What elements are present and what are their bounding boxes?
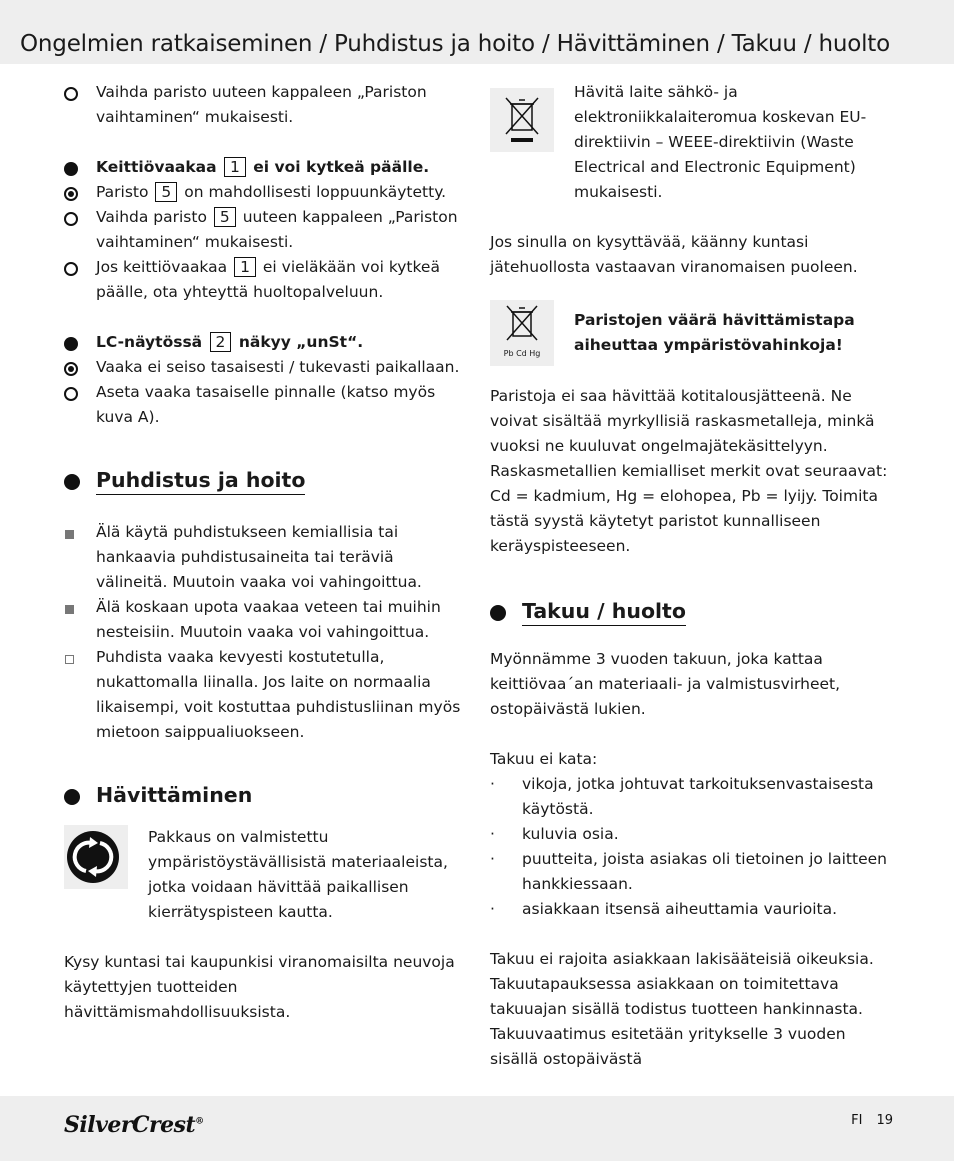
right-column [490, 80, 890, 1072]
warranty-not-covered: Takuu ei kata: [490, 750, 598, 768]
filled-bullet-icon [64, 337, 78, 351]
part-number-box: 5 [214, 207, 236, 227]
ring-bullet-icon [64, 212, 78, 226]
battery-warning: Pb Cd Hg Paristojen väärä hävittämistapa aiheuttaa ympäristövahinkoja! [490, 300, 890, 364]
warranty-proof: Takuutapauksessa asiakkaan on toimitettava takuuajan sisällä todistus tuotteen hankinnasta. Takuuvaatimus esitetään yritykselle 3 vuoden sisällä ostopäivästä [490, 975, 863, 1068]
list-item: · puutteita, joista asiakas oli tietoinen jo laitteen hankkiessaan. [490, 850, 887, 893]
part-number-box: 5 [155, 182, 177, 202]
ring-bullet-icon [64, 387, 78, 401]
target-bullet-icon [64, 187, 78, 201]
fix-item: Aseta vaaka tasaiselle pinnalle (katso myös kuva A). [64, 380, 466, 430]
fix-item: Jos keittiövaakaa 1 ei vieläkään voi kytkeä päälle, ota yhteyttä huoltopalveluun. [64, 255, 466, 305]
battery-icon-label: Pb Cd Hg [503, 349, 541, 358]
disposal-advice: Kysy kuntasi tai kaupunkisi viranomaisilta neuvoja käytettyjen tuotteiden hävittämismahdollisuuksista. [64, 953, 455, 1021]
square-bullet-icon [65, 530, 74, 539]
cleaning-item: Älä koskaan upota vaakaa veteen tai muihin nesteisiin. Muutoin vaaka voi vahingoittua. [64, 595, 466, 645]
battery-text: Paristoja ei saa hävittää kotitalousjätteenä. Ne voivat sisältää myrkyllisiä raskasmetalleja, minkä vuoksi ne kuuluvat ongelmajätekäsittelyyn. Raskasmetallien kemialliset merkit ovat seuraavat: Cd = kadmium, Hg = elohopea, Pb = lyijy. Toimita tästä syystä käytetyt paristot kunnalliseen keräyspisteeseen. [490, 387, 888, 555]
filled-bullet-icon [64, 162, 78, 176]
problem-item: Keittiövaakaa 1 ei voi kytkeä päälle. [64, 155, 466, 180]
section-bullet-icon [64, 789, 80, 805]
target-bullet-icon [64, 362, 78, 376]
cause-item: Paristo 5 on mahdollisesti loppuunkäytetty. [64, 180, 466, 205]
fix-item: Vaihda paristo uuteen kappaleen „Pariston vaihtaminen“ mukaisesti. [64, 80, 466, 130]
list-item: · vikoja, jotka johtuvat tarkoituksenvastaisesta käytöstä. [490, 775, 874, 818]
ring-bullet-icon [64, 262, 78, 276]
list-item: · kuluvia osia. [490, 825, 619, 843]
questions-text: Jos sinulla on kysyttävää, käänny kuntasi jätehuollosta vastaavan viranomaisen puoleen. [490, 233, 858, 276]
green-dot-recycling-icon [64, 825, 128, 889]
section-heading-disposal: Hävittäminen [64, 781, 466, 817]
warranty-intro: Myönnämme 3 vuoden takuun, joka kattaa keittiövaa´an materiaali- ja valmistusvirheet, ostopäivästä lukien. [490, 650, 841, 718]
square-bullet-icon [65, 605, 74, 614]
hollow-square-bullet-icon [65, 655, 74, 664]
section-heading-cleaning: Puhdistus ja hoito [64, 466, 466, 502]
cleaning-item: Älä käytä puhdistukseen kemiallisia tai hankaavia puhdistusaineita tai teräviä välineitä. Muutoin vaaka voi vahingoittua. [64, 520, 466, 595]
cause-item: Vaaka ei seiso tasaisesti / tukevasti paikallaan. [64, 355, 466, 380]
page-number: FI 19 [851, 1113, 893, 1128]
part-number-box: 2 [210, 332, 232, 352]
ring-bullet-icon [64, 87, 78, 101]
crossed-bin-icon [490, 88, 554, 152]
packaging-disposal: Pakkaus on valmistettu ympäristöystävällisistä materiaaleista, jotka voidaan hävittää paikallisen kierrätyspisteen kautta. [64, 825, 466, 925]
left-column [64, 80, 466, 1025]
section-bullet-icon [490, 605, 506, 621]
page-footer [0, 1096, 954, 1161]
page-title: Ongelmien ratkaiseminen / Puhdistus ja hoito / Hävittäminen / Takuu / huolto [20, 31, 890, 57]
warranty-rights: Takuu ei rajoita asiakkaan lakisääteisiä oikeuksia. [490, 950, 874, 968]
part-number-box: 1 [224, 157, 246, 177]
brand-logo: SilverCrest® [64, 1112, 204, 1138]
fix-item: Vaihda paristo 5 uuteen kappaleen „Pariston vaihtaminen“ mukaisesti. [64, 205, 466, 255]
weee-disposal: Hävitä laite sähkö- ja elektroniikkalaiteromua koskevan EU-direktiivin – WEEE-direktiivin (Waste Electrical and Electronic Equipment) mukaisesti. [490, 80, 890, 205]
problem-item: LC-näytössä 2 näkyy „unSt“. [64, 330, 466, 355]
battery-bin-icon [490, 300, 554, 366]
section-bullet-icon [64, 474, 80, 490]
part-number-box: 1 [234, 257, 256, 277]
list-item: · asiakkaan itsensä aiheuttamia vaurioita. [490, 900, 838, 918]
cleaning-item: Puhdista vaaka kevyesti kostutetulla, nukattomalla liinalla. Jos laite on normaalia likaisempi, voit kostuttaa puhdistusliinan myös mietoon saippualiuokseen. [64, 645, 466, 745]
section-heading-warranty: Takuu / huolto [490, 597, 890, 633]
page-header [0, 0, 954, 64]
